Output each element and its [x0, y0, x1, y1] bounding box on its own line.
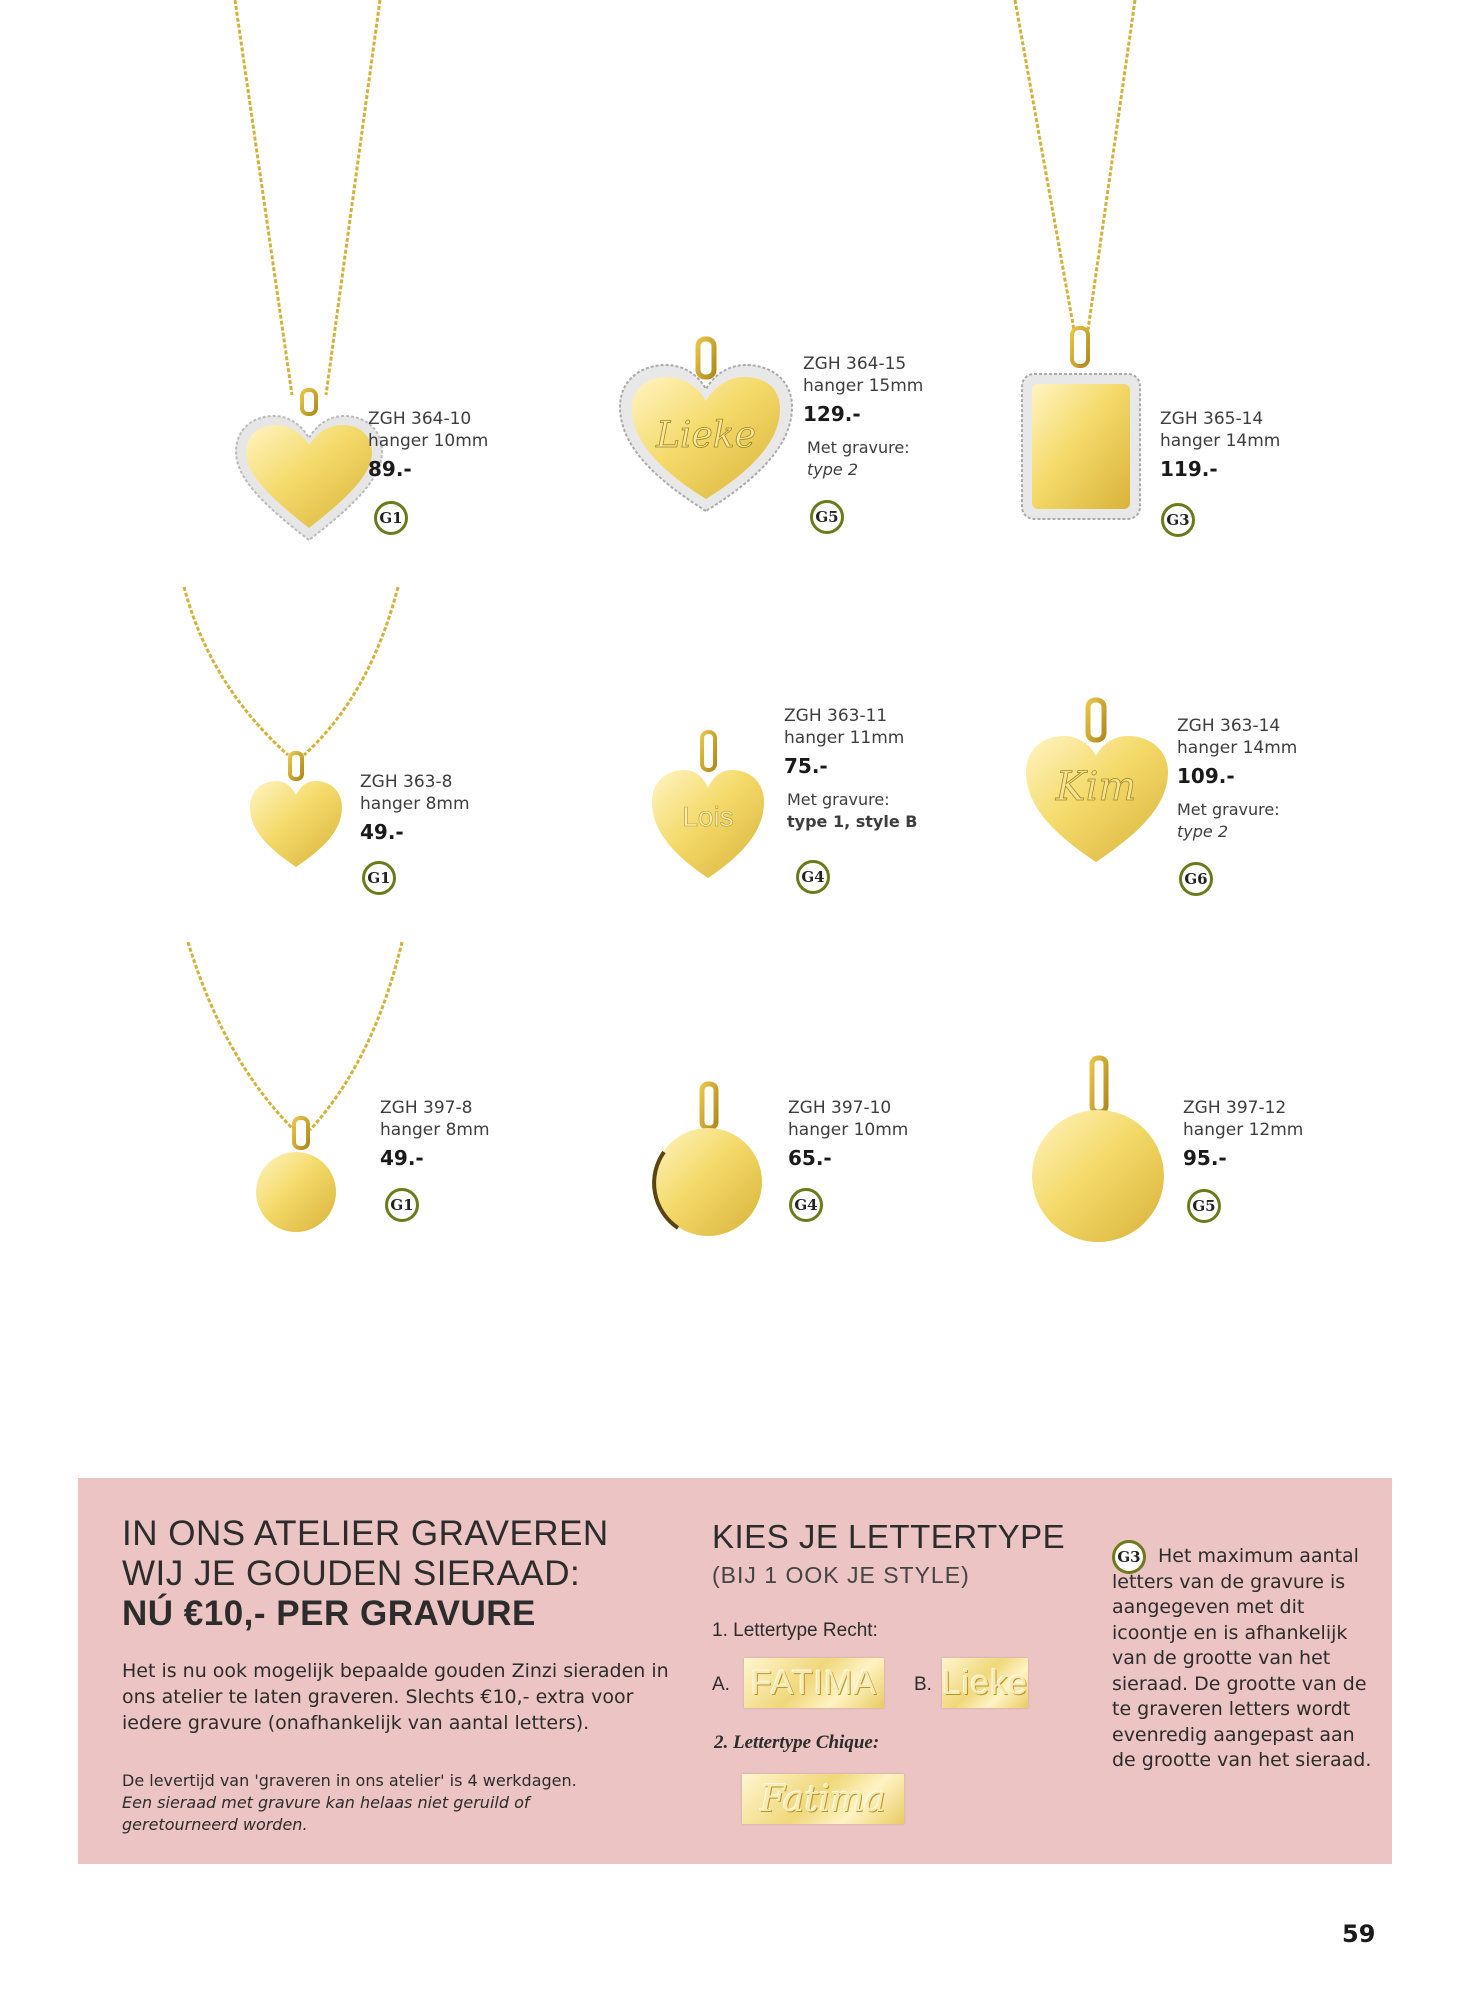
necklace-heart-10mm-image [230, 0, 390, 520]
engraving-label: Met gravure: [807, 438, 910, 457]
atelier-heading [122, 1514, 609, 1634]
product-code: ZGH 363-11 [784, 706, 888, 726]
product-code: ZGH 365-14 [1160, 409, 1264, 429]
pendant-heart-15mm-image [618, 335, 798, 515]
product-info-zgh-363-8 [360, 771, 530, 847]
product-price: 109.- [1177, 764, 1235, 788]
font-option-chique: 2. Lettertype Chique: [714, 1732, 880, 1753]
engraving-badge: G5 [810, 500, 844, 534]
product-info-zgh-397-10 [788, 1097, 958, 1173]
product-code: ZGH 364-10 [368, 409, 472, 429]
engraving-type: type 1, style B [787, 812, 918, 831]
product-size: hanger 12mm [1183, 1120, 1304, 1140]
product-info-zgh-397-12 [1183, 1097, 1353, 1173]
engraving-badge: G4 [796, 860, 830, 894]
necklace-tag-14mm-image [1010, 0, 1150, 530]
product-info-zgh-363-11 [784, 705, 954, 833]
engraving-info-panel [78, 1478, 1392, 1864]
product-price: 75.- [784, 754, 828, 778]
engraving-label: Met gravure: [1177, 800, 1280, 819]
pendant-heart-14mm-image [1024, 698, 1170, 864]
engraving-badge: G1 [362, 861, 396, 895]
max-letters-text-first: Het maximum aantal [1158, 1545, 1359, 1567]
atelier-heading-line3: NÚ €10,- PER GRAVURE [122, 1594, 536, 1633]
engraving-badge: G5 [1187, 1189, 1221, 1223]
engraving-badge: G3 [1161, 503, 1195, 537]
product-price: 119.- [1160, 457, 1218, 481]
product-price: 49.- [380, 1146, 424, 1170]
product-code: ZGH 364-15 [803, 354, 907, 374]
engraving-badge: G4 [789, 1188, 823, 1222]
product-size: hanger 10mm [788, 1120, 909, 1140]
no-return-text: Een sieraad met gravure kan helaas niet geruild of geretourneerd worden. [122, 1793, 530, 1834]
font-sample-lieke: Lieke [942, 1658, 1028, 1708]
engraving-label: Met gravure: [787, 790, 890, 809]
engraved-name-lieke: Lieke [656, 415, 756, 456]
atelier-heading-line2: WIJ JE GOUDEN SIERAAD: [122, 1554, 581, 1593]
product-price: 129.- [803, 402, 861, 426]
product-size: hanger 15mm [803, 376, 924, 396]
engraved-name-lois: Lois [682, 801, 734, 832]
product-info-zgh-364-10 [368, 408, 538, 484]
pendant-disc-10mm-image [650, 1082, 770, 1242]
font-choice-title: KIES JE LETTERTYPE [712, 1518, 1066, 1555]
product-code: ZGH 363-8 [360, 772, 453, 792]
product-size: hanger 10mm [368, 431, 489, 451]
product-size: hanger 11mm [784, 728, 905, 748]
product-info-zgh-397-8 [380, 1097, 550, 1173]
pendant-disc-12mm-image [1030, 1056, 1170, 1246]
product-info-zgh-365-14 [1160, 408, 1330, 484]
engraving-badge: G1 [385, 1188, 419, 1222]
delivery-time-text: De levertijd van 'graveren in ons atelier' is 4 werkdagen. [122, 1771, 577, 1790]
product-code: ZGH 397-10 [788, 1098, 892, 1118]
product-code: ZGH 363-14 [1177, 716, 1281, 736]
font-sample-fatima-caps: FATIMA [744, 1658, 884, 1708]
atelier-body-text: Het is nu ook mogelijk bepaalde gouden Zinzi sieraden in ons atelier te laten graveren. Slechts €10,- extra voor iedere gravure (onafhankelijk van aantal letters). [122, 1660, 669, 1734]
engraving-badge: G6 [1179, 862, 1213, 896]
necklace-disc-8mm-image [184, 940, 414, 1240]
engraving-badge: G1 [374, 501, 408, 535]
atelier-heading-line1: IN ONS ATELIER GRAVEREN [122, 1514, 609, 1553]
product-code: ZGH 397-12 [1183, 1098, 1287, 1118]
engraving-type: type 2 [1177, 822, 1229, 841]
max-letters-text-rest: letters van de gravure is aangegeven met dit icoontje en is afhankelijk van de grootte van het sieraad. De grootte van de te graveren letters wordt evenredig aangepast aan de grootte van het sieraad. [1112, 1570, 1372, 1771]
page-number: 59 [1342, 1920, 1376, 1948]
product-price: 95.- [1183, 1146, 1227, 1170]
product-price: 65.- [788, 1146, 832, 1170]
product-price: 49.- [360, 820, 404, 844]
product-price: 89.- [368, 457, 412, 481]
product-info-zgh-363-14 [1177, 715, 1347, 843]
product-code: ZGH 397-8 [380, 1098, 473, 1118]
product-size: hanger 8mm [360, 794, 470, 814]
font-option-recht: 1. Lettertype Recht: [712, 1620, 878, 1641]
font-sample-fatima-script: Fatima [742, 1774, 904, 1824]
max-letters-badge: G3 [1112, 1540, 1146, 1574]
product-info-zgh-364-15 [803, 353, 973, 481]
engraved-name-kim: Kim [1055, 764, 1137, 810]
font-choice-subtitle: (BIJ 1 OOK JE STYLE) [712, 1562, 970, 1588]
product-size: hanger 14mm [1177, 738, 1298, 758]
product-size: hanger 14mm [1160, 431, 1281, 451]
sample-a-label: A. [712, 1674, 730, 1695]
product-size: hanger 8mm [380, 1120, 490, 1140]
pendant-heart-11mm-image [650, 730, 770, 880]
engraving-type: type 2 [807, 460, 859, 479]
max-letters-text [1112, 1544, 1372, 1774]
sample-b-label: B. [914, 1674, 932, 1695]
